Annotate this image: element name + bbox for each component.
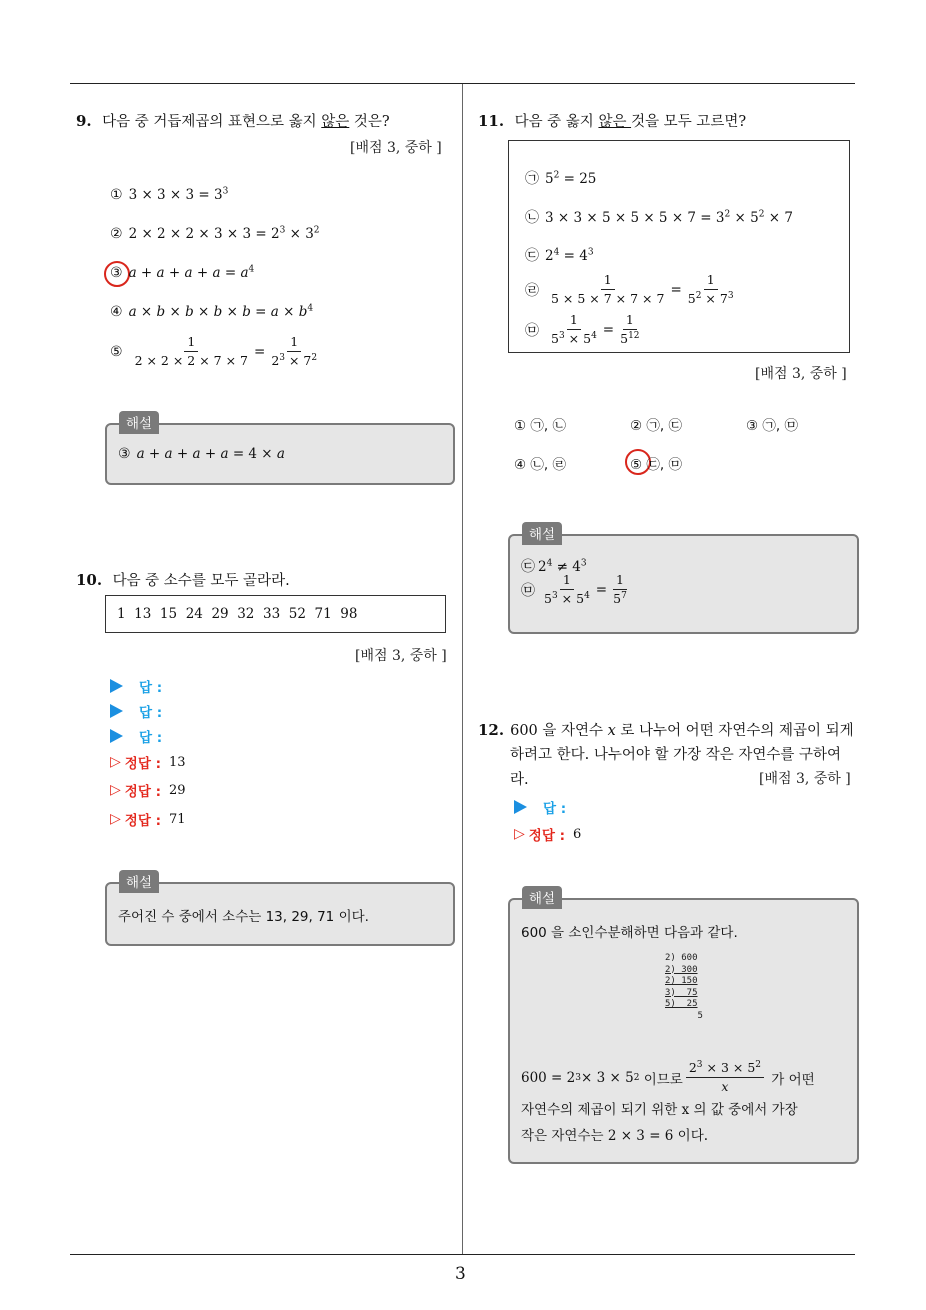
- solution-line-1: ㉢ $2^4 \ne 4^3$: [521, 558, 587, 575]
- question-number: 12.: [478, 721, 505, 739]
- correct-answer-3: ▷ 정답 : 71: [110, 811, 186, 829]
- column-divider: [462, 84, 463, 1254]
- solution-line-2: 자연수의 제곱이 되기 위한 x 의 값 중에서 가장: [521, 1102, 798, 1118]
- question-text: 다음 중 옳지 않은 것을 모두 고르면?: [514, 114, 747, 130]
- choice-3[interactable]: ③ ㉠, ㉤: [746, 418, 798, 434]
- question-number: 11.: [478, 112, 505, 130]
- page-number: 3: [455, 1264, 466, 1284]
- choice-1[interactable]: ① ㉠, ㉡: [514, 418, 566, 434]
- question-line-3: 라.: [510, 772, 529, 788]
- solution-tag: 해설: [119, 411, 159, 434]
- question-text: 다음 중 거듭제곱의 표현으로 옳지 않은 것은?: [102, 114, 390, 130]
- answer-input[interactable]: 답 :: [514, 797, 566, 817]
- correct-answer-1: ▷ 정답 : 13: [110, 754, 186, 772]
- statement-3: ㉢ $2^4 = 4^3$: [525, 247, 594, 264]
- choice-2[interactable]: ② ㉠, ㉢: [630, 418, 682, 434]
- solution-text: 주어진 수 중에서 소수는 13, 29, 71 이다.: [118, 909, 369, 925]
- solution-tag: 해설: [522, 886, 562, 909]
- option-3[interactable]: ③ $a + a + a + a = a^4$: [110, 264, 255, 281]
- option-1[interactable]: ① $3 \times 3 \times 3 = 3^3$: [110, 186, 229, 203]
- number-list: 1 13 15 24 29 32 33 52 71 98: [117, 606, 358, 622]
- solution-intro: 600 을 소인수분해하면 다음과 같다.: [521, 925, 738, 941]
- option-4[interactable]: ④ $a \times b \times b \times b \times b = a \times b^4$: [110, 303, 314, 320]
- correct-answer-2: ▷ 정답 : 29: [110, 782, 186, 800]
- question-line-1: 600 을 자연수 x 로 나누어 어떤 자연수의 제곱이 되게: [510, 723, 854, 739]
- answer-input-2[interactable]: 답 :: [110, 701, 162, 721]
- statement-2: ㉡ $3 \times 3 \times 5 \times 5 \times 5 \times 7 = 3^2 \times 5^2 \times 7$: [525, 209, 793, 226]
- option-2[interactable]: ② $2 \times 2 \times 2 \times 3 \times 3 = 2^3 \times 3^2$: [110, 225, 320, 242]
- question-11: [478, 110, 746, 131]
- statement-1: ㉠ $5^2 = 25$: [525, 170, 597, 187]
- correct-answer: ▷ 정답 : 6: [514, 826, 582, 844]
- question-number: 10.: [76, 571, 103, 589]
- division-ladder: 2) 600 2) 300 2) 150 3) 75 5) 25 5: [665, 953, 703, 1021]
- solution-tag: 해설: [522, 522, 562, 545]
- choice-5[interactable]: ⑤ ㉢, ㉤: [630, 457, 682, 473]
- score: [배점 3, 중하 ]: [759, 771, 851, 787]
- score: [배점 3, 중하 ]: [755, 366, 847, 382]
- solution-line-3: 작은 자연수는 2 × 3 = 6 이다.: [521, 1128, 709, 1144]
- statement-4: ㉣ $\frac{1}{5 \times 5 \times 7 \times 7 \times 7}$ = $\frac{1}{5^2 \times 7^3}$: [525, 272, 734, 306]
- choice-4[interactable]: ④ ㉡, ㉣: [514, 457, 566, 473]
- score: [배점 3, 중하 ]: [355, 648, 447, 664]
- score: [배점 3, 중하 ]: [350, 140, 442, 156]
- solution-line-2: ㉤ $\frac{1}{5^3 \times 5^4}$ = $\frac{1}{5^7}$: [521, 572, 627, 606]
- question-number: 9.: [76, 112, 92, 130]
- question-10: [76, 569, 290, 590]
- solution-line-1: 600 = 2 3 × 3 × 5 2 이므로 $\frac{2^3 \times 3 \times 5^2}{x}$ 가 어떤: [521, 1059, 815, 1094]
- question-12: [478, 716, 860, 745]
- question-9: [76, 110, 390, 131]
- question-line-2: 하려고 한다. 나누어야 할 가장 작은 자연수를 구하여: [510, 747, 842, 763]
- option-5[interactable]: ⑤ $\frac{1}{2 \times 2 \times 2 \times 7 \times 7}$ = $\frac{1}{2^3 \times 7^2}$: [110, 334, 318, 368]
- answer-input-1[interactable]: 답 :: [110, 676, 162, 696]
- question-text: 다음 중 소수를 모두 골라라.: [112, 573, 290, 589]
- statement-5: ㉤ $\frac{1}{5^3 \times 5^4}$ = $\frac{1}{5^{12}}$: [525, 312, 640, 346]
- answer-input-3[interactable]: 답 :: [110, 726, 162, 746]
- solution-tag: 해설: [119, 870, 159, 893]
- bottom-rule: [70, 1254, 855, 1255]
- solution-text: ③ a + a + a + a = 4 × a: [118, 446, 285, 462]
